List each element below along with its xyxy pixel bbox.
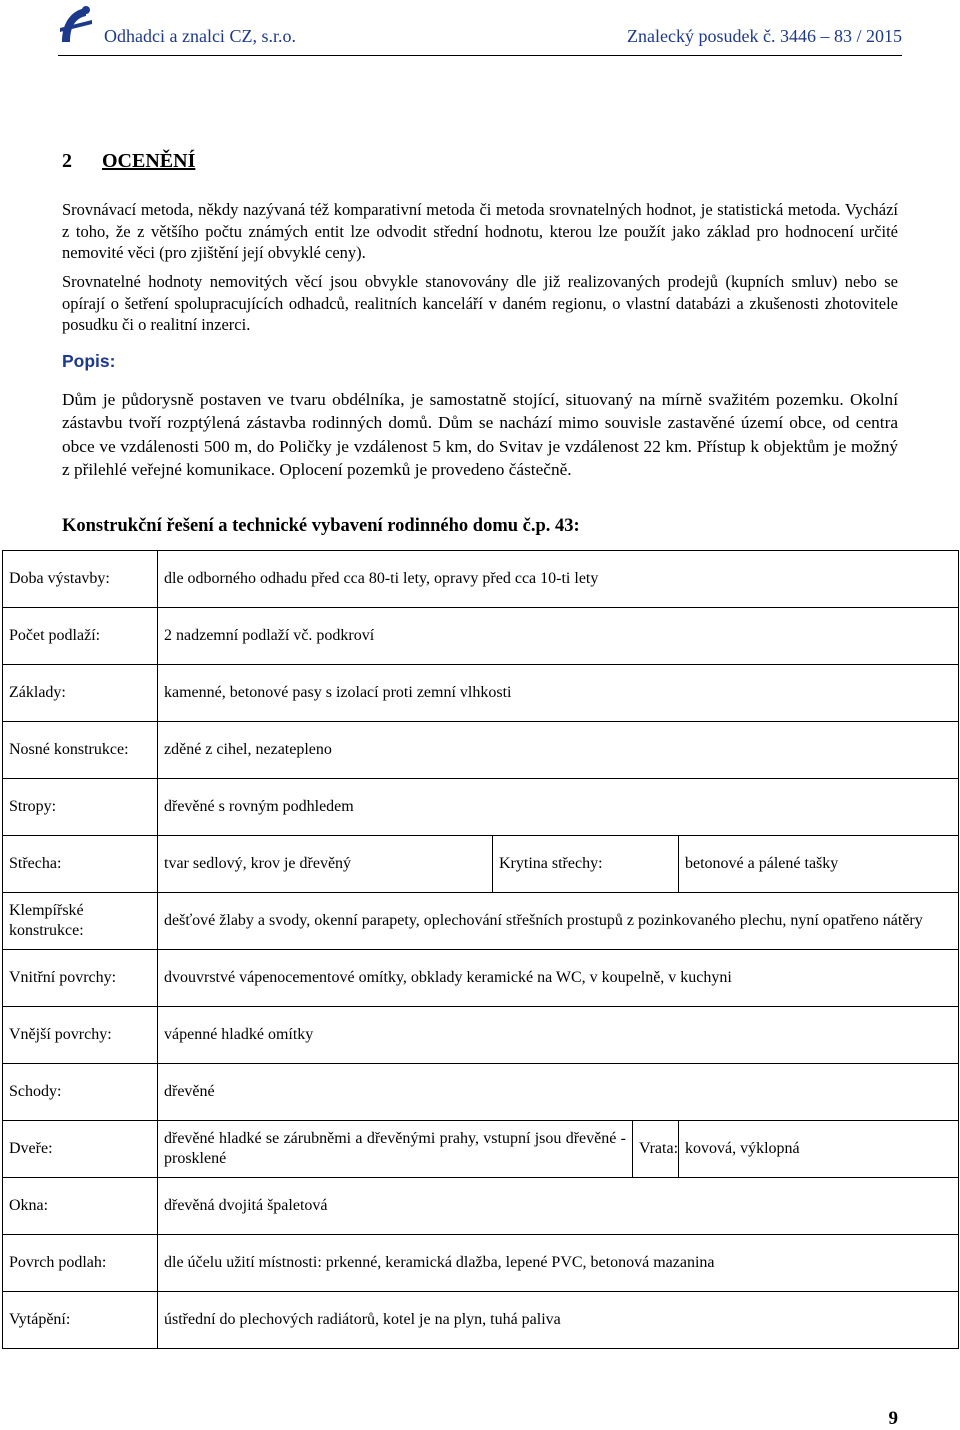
section-title-text: OCENĚNÍ [102,150,196,172]
row-label: Počet podlaží: [3,608,158,665]
row-label: Doba výstavby: [3,551,158,608]
row-value: zděné z cihel, nezatepleno [158,722,959,779]
company-name: Odhadci a znalci CZ, s.r.o. [104,26,296,46]
row-value: dvouvrstvé vápenocementové omítky, obklady keramické na WC, v koupelně, v kuchyni [158,950,959,1007]
row-value-secondary: kovová, výklopná [679,1121,959,1178]
row-value: dle odborného odhadu před cca 80-ti lety, opravy před cca 10-ti lety [158,551,959,608]
row-label: Nosné konstrukce: [3,722,158,779]
row-value: dřevěné [158,1064,959,1121]
table-row [3,836,959,893]
row-value: dřevěné s rovným podhledem [158,779,959,836]
company-logo-icon [56,2,96,50]
table-row [3,722,959,779]
table-row [3,893,959,950]
row-value: vápenné hladké omítky [158,1007,959,1064]
row-label: Vytápění: [3,1292,158,1349]
row-label: Okna: [3,1178,158,1235]
row-value-secondary: betonové a pálené tašky [679,836,959,893]
table-row [3,1292,959,1349]
row-label: Dveře: [3,1121,158,1178]
popis-label: Popis: [62,351,116,371]
row-label-secondary: Vrata: [633,1121,679,1178]
construction-heading: Konstrukční řešení a technické vybavení rodinného domu č.p. 43: [62,516,580,536]
table-row [3,779,959,836]
construction-table [2,550,959,1349]
section-title [62,150,195,173]
page-number: 9 [888,1408,898,1429]
table-row [3,665,959,722]
table-row [3,1007,959,1064]
row-label-secondary: Krytina střechy: [493,836,679,893]
row-value: kamenné, betonové pasy s izolací proti zemní vlhkosti [158,665,959,722]
table-row [3,1235,959,1292]
section-number: 2 [62,150,72,172]
row-value: dřevěná dvojitá špaletová [158,1178,959,1235]
table-row [3,551,959,608]
row-value: dle účelu užití místnosti: prkenné, keramická dlažba, lepené PVC, betonová mazanina [158,1235,959,1292]
row-value: ústřední do plechových radiátorů, kotel je na plyn, tuhá paliva [158,1292,959,1349]
row-label: Stropy: [3,779,158,836]
row-value: 2 nadzemní podlaží vč. podkroví [158,608,959,665]
table-row [3,608,959,665]
table-row [3,1178,959,1235]
table-row [3,950,959,1007]
row-value: dřevěné hladké se zárubněmi a dřevěnými prahy, vstupní jsou dřevěné - prosklené [158,1121,633,1178]
row-label: Schody: [3,1064,158,1121]
page-header [0,0,960,58]
row-label: Povrch podlah: [3,1235,158,1292]
header-divider [58,55,902,56]
table-row [3,1121,959,1178]
row-value: dešťové žlaby a svody, okenní parapety, oplechování střešních prostupů z pozinkovaného plechu, nyní opatřeno nátěry [158,893,959,950]
row-label: Základy: [3,665,158,722]
intro-paragraph-1: Srovnávací metoda, někdy nazývaná též komparativní metoda či metoda srovnatelných hodnot, je statistická metoda. Vychází z toho, že z většího počtu známých entit lze odvodit střední hodnotu, kterou lze použít jako základ pro hodnocení určité nemovité věci (pro zjištění její obvyklé ceny). [62,200,898,263]
row-label: Střecha: [3,836,158,893]
row-value: tvar sedlový, krov je dřevěný [158,836,493,893]
report-number: Znalecký posudek č. 3446 – 83 / 2015 [627,26,902,46]
row-label: Vnitřní povrchy: [3,950,158,1007]
table-row [3,1064,959,1121]
row-label: Klempířské konstrukce: [3,893,158,950]
intro-paragraph-2: Srovnatelné hodnoty nemovitých věcí jsou obvykle stanovovány dle již realizovaných prodejů (kupních smluv) nebo se opírají o šetření spolupracujících odhadců, realitních kanceláří v daném regionu, o vlastní databázi a zkušenosti zhotovitele posudku či o realitní inzerci. [62,272,898,335]
row-label: Vnější povrchy: [3,1007,158,1064]
popis-paragraph: Dům je půdorysně postaven ve tvaru obdélníka, je samostatně stojící, situovaný na mírně svažitém pozemku. Okolní zástavbu tvoří rozptýlená zástavba rodinných domů. Dům se nachází mimo souvisle zastavěné území obce, od centra obce ve vzdálenosti 500 m, do Poličky je vzdálenost 5 km, do Svitav je vzdálenost 22 km. Přístup k objektům je možný z přilehlé veřejné komunikace. Oplocení pozemků je provedeno částečně. [62,390,898,479]
